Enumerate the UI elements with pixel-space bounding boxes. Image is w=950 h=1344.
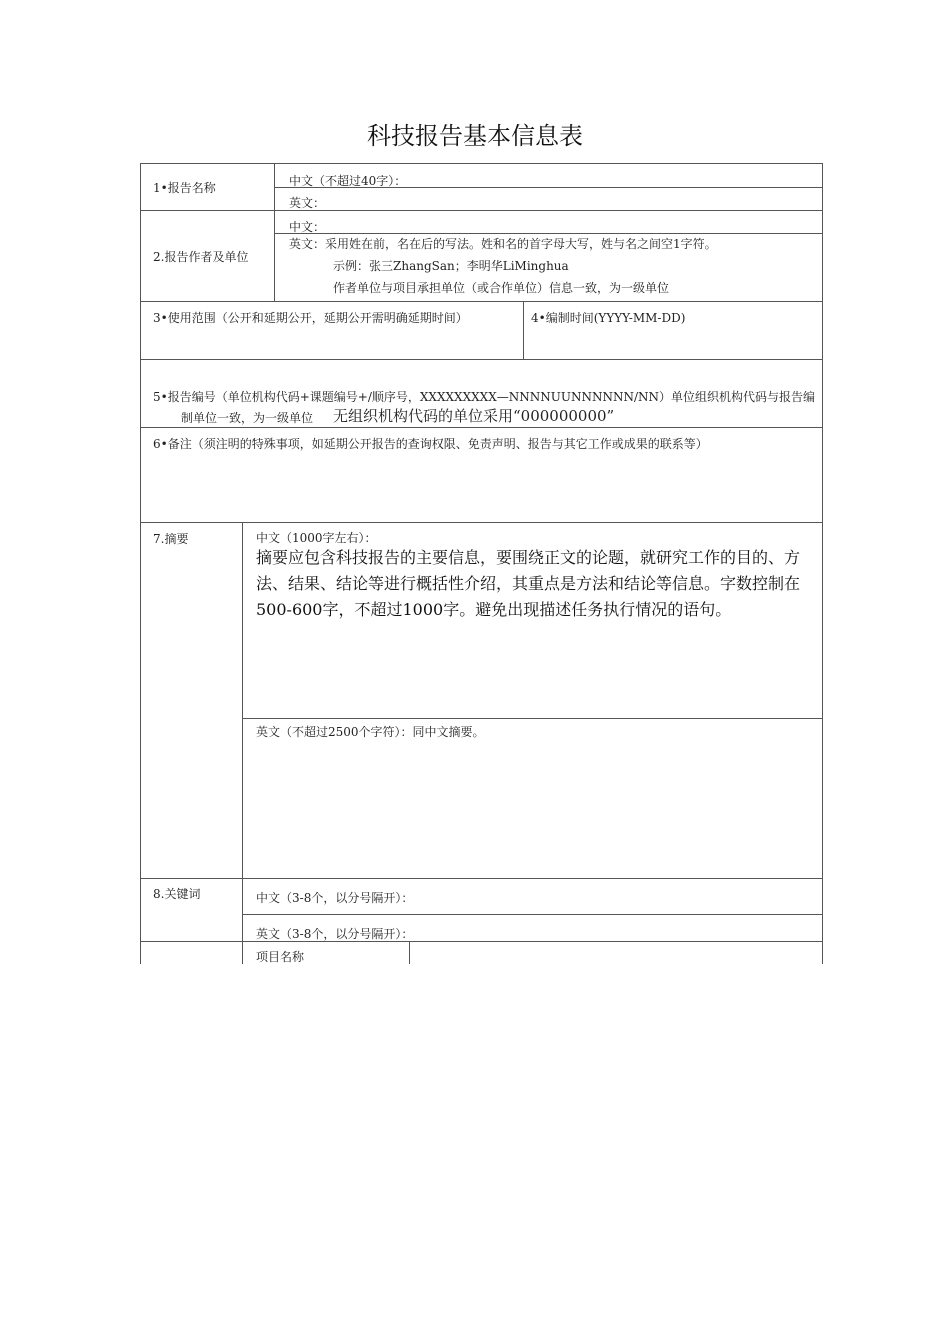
page-title: 科技报告基本信息表 <box>367 122 583 150</box>
authors-example: 示例：张三ZhangSan；李明华LiMinghua <box>333 259 569 273</box>
usage-label[interactable]: 3•使用范围（公开和延期公开，延期公开需明确延期时间） <box>153 311 468 325</box>
abstract-label: 7.摘要 <box>153 532 189 546</box>
project-name-field[interactable] <box>416 944 816 964</box>
row-divider <box>242 914 822 915</box>
report-number-line2-large: 无组织机构代码的单位采用“000000000” <box>333 407 615 425</box>
report-number-line1: 5•报告编号（单位机构代码+课题编号+/顺序号，XXXXXXXXX—NNNNUUNNNNNN/NN）单位组织机构代码与报告编 <box>153 390 816 404</box>
report-name-label: 1•报告名称 <box>153 181 216 195</box>
col-divider <box>242 522 243 964</box>
keywords-cn-field[interactable]: 中文（3-8个，以分号隔开）： <box>256 891 414 905</box>
row-divider <box>141 359 822 360</box>
project-name-label: 项目名称 <box>256 950 305 964</box>
keywords-en-field[interactable]: 英文（3-8个，以分号隔开）： <box>256 927 414 941</box>
col-divider <box>409 941 410 964</box>
compile-time-label[interactable]: 4•编制时间(YYYY-MM-DD) <box>531 311 686 325</box>
abstract-cn-label: 中文（1000字左右）： <box>256 531 377 545</box>
row-divider <box>141 522 822 523</box>
authors-cn-field[interactable]: 中文： <box>289 220 326 234</box>
row-divider <box>141 301 822 302</box>
row-divider <box>141 878 822 879</box>
authors-en-field[interactable]: 英文：采用姓在前，名在后的写法。姓和名的首字母大写，姓与名之间空1字符。 <box>289 237 717 251</box>
col-divider <box>523 301 524 359</box>
report-name-en-field[interactable]: 英文： <box>289 196 326 210</box>
report-number-line2-small: 制单位一致，为一级单位 <box>181 411 314 425</box>
info-table <box>140 163 823 964</box>
row-divider <box>242 718 822 719</box>
row-divider <box>141 210 822 211</box>
authors-unit-note: 作者单位与项目承担单位（或合作单位）信息一致，为一级单位 <box>333 281 670 295</box>
remarks-label[interactable]: 6•备注（须注明的特殊事项，如延期公开报告的查询权限、免责声明、报告与其它工作或成果的联系等） <box>153 437 708 451</box>
col-divider <box>274 164 275 301</box>
abstract-en-label[interactable]: 英文（不超过2500个字符）：同中文摘要。 <box>256 725 485 739</box>
row-divider <box>141 941 822 942</box>
row-divider <box>274 233 822 234</box>
abstract-cn-body[interactable]: 摘要应包含科技报告的主要信息，要围绕正文的论题，就研究工作的目的、方法、结果、结论等进行概括性介绍，其重点是方法和结论等信息。字数控制在500-600字，不超过1000字。避免出现描述任务执行情况的语句。 <box>256 548 801 619</box>
authors-label: 2.报告作者及单位 <box>153 250 249 264</box>
keywords-label: 8.关键词 <box>153 887 201 901</box>
row-divider <box>141 427 822 428</box>
report-name-cn-field[interactable]: 中文（不超过40字）： <box>289 174 407 188</box>
